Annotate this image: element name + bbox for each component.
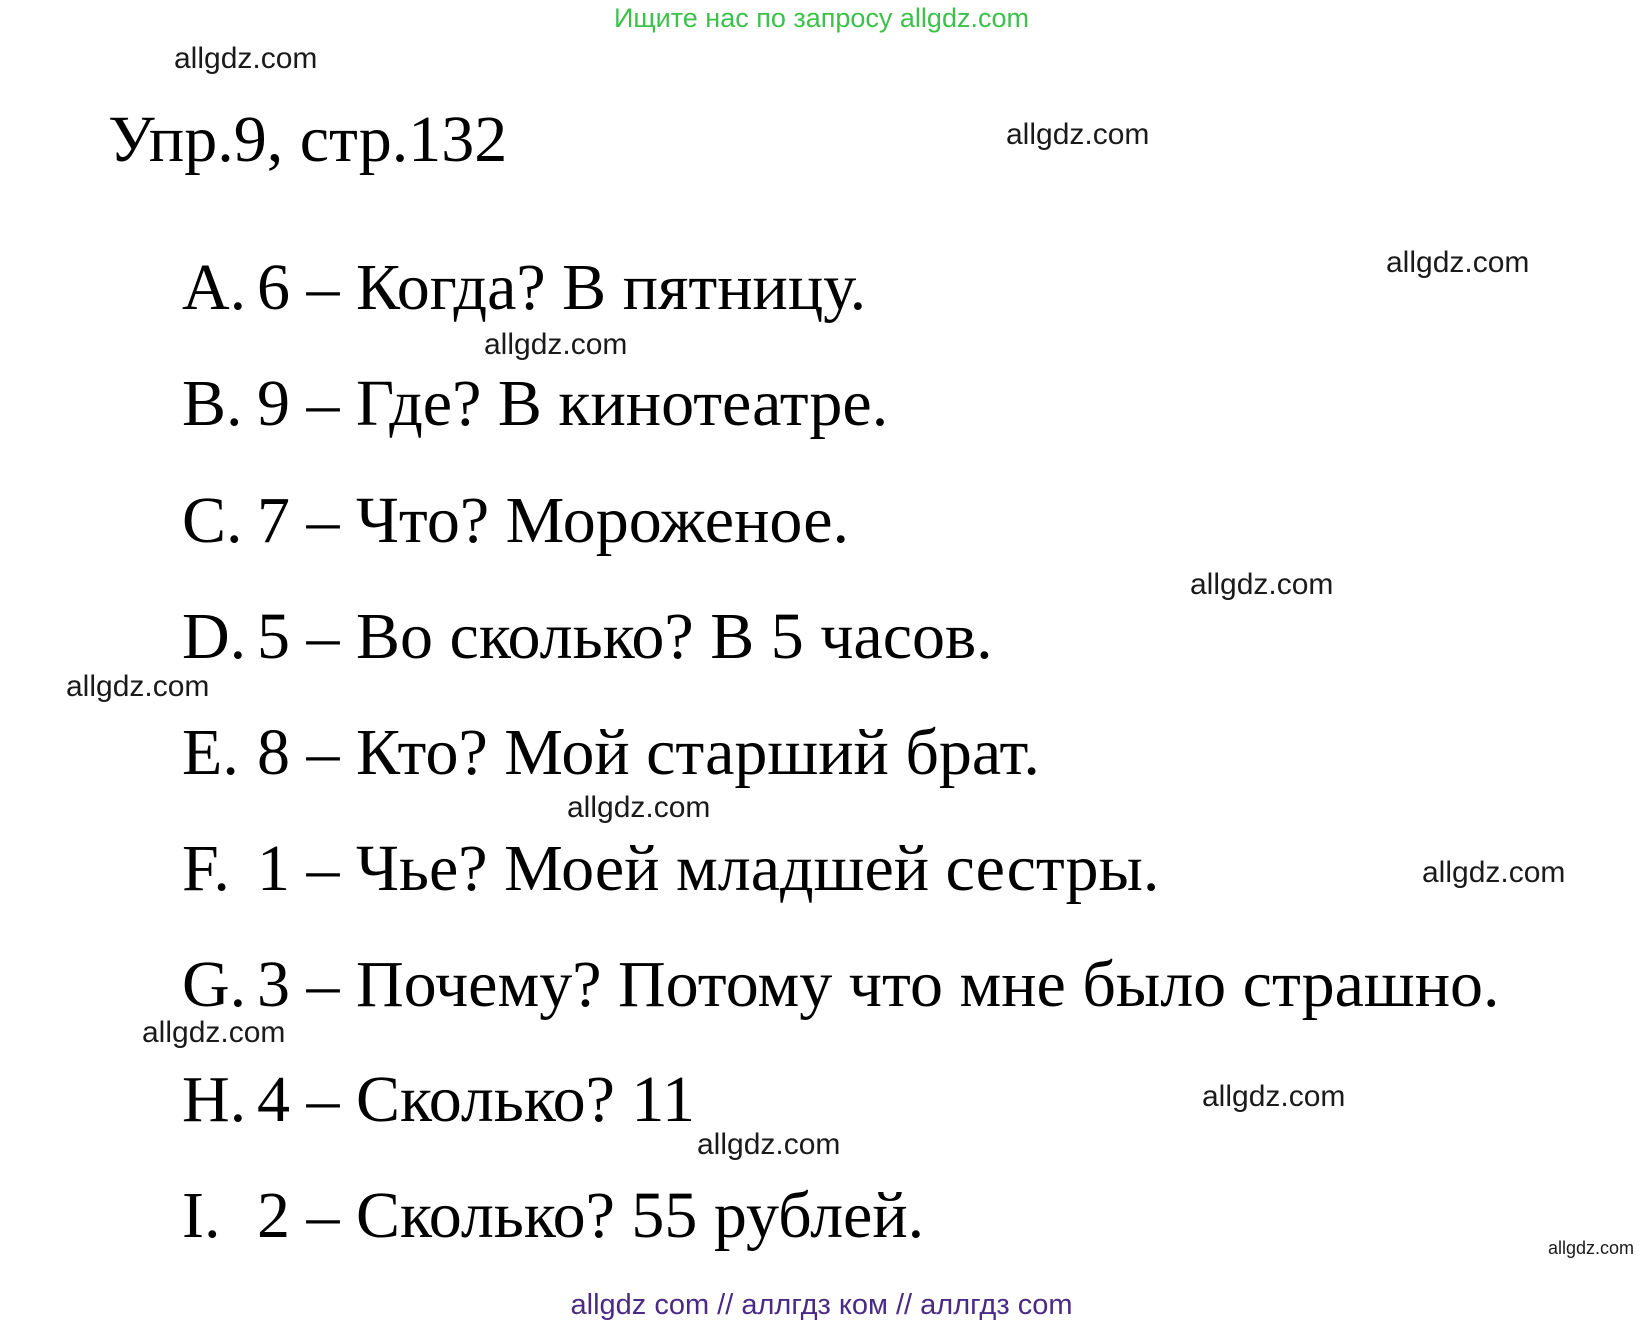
answer-line-a — [182, 248, 866, 328]
footer-text: allgdz com // аллгдз ком // аллгдз com — [570, 1289, 1073, 1321]
answer-line-d — [182, 597, 993, 677]
answer-letter: I. — [182, 1179, 221, 1252]
answer-text: 2 – Сколько? 55 рублей. — [257, 1179, 925, 1252]
answer-letter: F. — [182, 832, 230, 905]
answer-text: 1 – Чье? Моей младшей сестры. — [257, 832, 1160, 905]
answer-text: 4 – Сколько? 11 — [257, 1063, 695, 1136]
answer-letter: H. — [182, 1063, 247, 1136]
watermark-text: allgdz.com — [484, 328, 628, 361]
watermark-text: allgdz.com — [1386, 246, 1530, 279]
top-search-banner: Ищите нас по запросу allgdz.com — [614, 3, 1029, 33]
answer-line-c — [182, 481, 849, 561]
answer-text: 7 – Что? Мороженое. — [257, 484, 850, 557]
answer-text: 6 – Когда? В пятницу. — [257, 251, 867, 324]
answer-letter: D. — [182, 600, 247, 673]
watermark-text: allgdz.com — [1190, 568, 1334, 601]
answer-text: 3 – Почему? Потому что мне было страшно. — [257, 948, 1500, 1021]
watermark-text: allgdz.com — [66, 670, 210, 703]
watermark-text: allgdz.com — [1548, 1238, 1635, 1258]
watermark-text: allgdz.com — [567, 791, 711, 824]
answer-text: 8 – Кто? Мой старший брат. — [257, 716, 1040, 789]
answer-text: 9 – Где? В кинотеатре. — [257, 367, 889, 440]
answer-line-f — [182, 829, 1159, 909]
watermark-text: allgdz.com — [1422, 856, 1566, 889]
page-title: Упр.9, стр.132 — [108, 103, 508, 176]
watermark-text: allgdz.com — [174, 42, 318, 75]
watermark-text: allgdz.com — [1006, 118, 1150, 151]
answer-letter: E. — [182, 716, 239, 789]
answer-letter: B. — [182, 367, 243, 440]
watermark-text: allgdz.com — [697, 1128, 841, 1161]
answer-line-b — [182, 364, 888, 444]
answer-line-e — [182, 713, 1040, 793]
answer-text: 5 – Во сколько? В 5 часов. — [257, 600, 993, 673]
answer-line-g — [182, 945, 1500, 1025]
answer-letter: A. — [182, 251, 247, 324]
watermark-text: allgdz.com — [1202, 1080, 1346, 1113]
watermark-text: allgdz.com — [142, 1016, 286, 1049]
answer-line-h — [182, 1060, 695, 1140]
answer-letter: C. — [182, 484, 243, 557]
answer-line-i — [182, 1176, 924, 1256]
answer-letter: G. — [182, 948, 247, 1021]
